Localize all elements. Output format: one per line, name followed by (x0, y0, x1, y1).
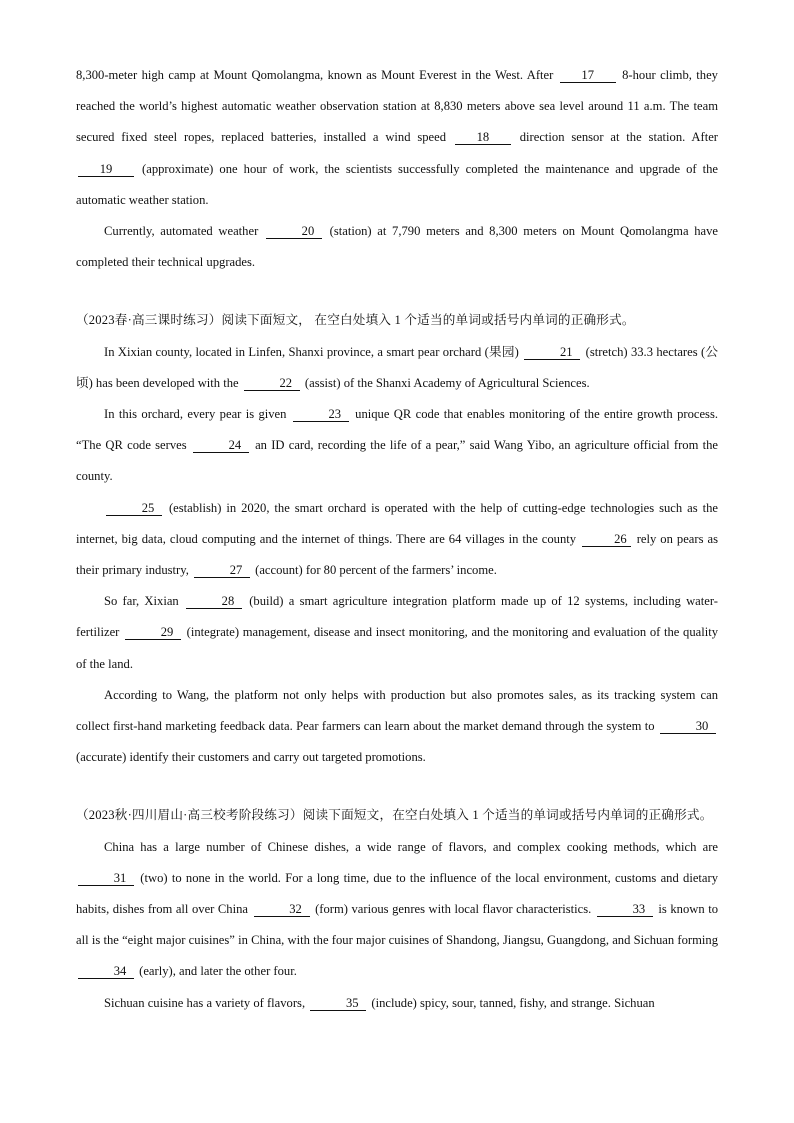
text: an ID card, recording the life of a pear,” said Wang Yibo, an agriculture official from the county. (76, 438, 718, 484)
text: In this orchard, every pear is given (104, 407, 291, 422)
text: rely on pears as their primary industry, (76, 531, 718, 578)
paragraph-8 (76, 832, 718, 988)
text: is known to all is the “eight major cuisines” in China, with the four major cuisines of Shandong, Jiangsu, Guangdong, and Sichuan forming (76, 902, 718, 948)
text: (early), and later the other four. (136, 964, 297, 979)
blank-31[interactable]: 31 (78, 871, 134, 886)
text: In Xixian county, located in Linfen, Shanxi province, a smart pear orchard (果园) (104, 344, 523, 359)
section-gap (76, 773, 718, 800)
section-header-1: （2023春·高三课时练习）阅读下面短文， 在空白处填入 1 个适当的单词或括号内单词的正确形式。 (76, 313, 635, 328)
text: So far, Xixian (104, 594, 184, 609)
section-gap (76, 278, 718, 305)
blank-30[interactable]: 30 (660, 719, 716, 734)
text: (account) for 80 percent of the farmers’ income. (252, 563, 497, 578)
text: (approximate) one hour of work, the scientists successfully completed the maintenance and upgrade of the automatic weather station. (76, 161, 718, 207)
text: (station) at 7,790 meters and 8,300 meters on Mount Qomolangma have completed their technical upgrades. (76, 224, 718, 270)
text: 8,300-meter high camp at Mount Qomolangma, known as Mount Everest in the West. After (76, 68, 558, 82)
paragraph-5 (76, 493, 718, 587)
blank-27[interactable]: 27 (194, 563, 250, 578)
text: unique QR code that enables monitoring of the entire growth process. “The QR code serves (76, 407, 718, 453)
blank-24[interactable]: 24 (193, 438, 249, 453)
paragraph-6 (76, 586, 718, 680)
blank-19[interactable]: 19 (78, 162, 134, 177)
text: China has a large number of Chinese dishes, a wide range of flavors, and complex cooking methods, which are (104, 839, 718, 854)
text: (accurate) identify their customers and carry out targeted promotions. (76, 750, 426, 765)
text: (establish) in 2020, the smart orchard is operated with the help of cutting-edge technologies such as the internet, big data, cloud computing and the internet of things. There are 64 villages in the county (76, 500, 718, 546)
text: direction sensor at the station. After (512, 130, 718, 145)
blank-25[interactable]: 25 (106, 501, 162, 516)
text: (form) various genres with local flavor characteristics. (311, 902, 595, 917)
blank-17[interactable]: 17 (560, 68, 616, 83)
paragraph-1 (76, 60, 718, 216)
blank-33[interactable]: 33 (597, 902, 653, 917)
paragraph-3 (76, 337, 718, 399)
text: (stretch) 33.3 hectares (公顷) has been developed with the (76, 344, 718, 390)
text: Sichuan cuisine has a variety of flavors, (104, 995, 309, 1010)
blank-18[interactable]: 18 (455, 130, 511, 145)
paragraph-7 (76, 680, 718, 774)
blank-20[interactable]: 20 (266, 224, 322, 239)
text: (include) spicy, sour, tanned, fishy, and strange. Sichuan (368, 995, 655, 1010)
blank-23[interactable]: 23 (293, 407, 349, 422)
text: According to Wang, the platform not only helps with production but also promotes sales, as its tracking system can collect first-hand marketing feedback data. Pear farmers can learn about the market demand through the system to (76, 687, 718, 734)
blank-26[interactable]: 26 (582, 532, 631, 547)
paragraph-2 (76, 216, 718, 278)
blank-35[interactable]: 35 (310, 996, 366, 1011)
blank-22[interactable]: 22 (244, 376, 300, 391)
text: 8-hour climb, they reached the world’s highest automatic weather observation station at 8,830 meters above sea level around 11 a.m. The team secured fixed steel ropes, replaced batteries, installed a wind speed (76, 68, 718, 145)
section-header-2: （2023秋·四川眉山·高三校考阶段练习）阅读下面短文，在空白处填入 1 个适当的单词或括号内单词的正确形式。 (76, 808, 713, 823)
text: (build) a smart agriculture integration platform made up of 12 systems, including water-fertilizer (76, 594, 718, 640)
text: Currently, automated weather (104, 224, 264, 239)
text: (assist) of the Shanxi Academy of Agricultural Sciences. (301, 375, 590, 390)
paragraph-9 (76, 988, 718, 1019)
blank-29[interactable]: 29 (125, 625, 181, 640)
text: (two) to none in the world. For a long time, due to the influence of the local environment, customs and dietary habits, dishes from all over China (76, 870, 718, 917)
blank-32[interactable]: 32 (254, 902, 310, 917)
blank-34[interactable]: 34 (78, 964, 134, 979)
paragraph-4 (76, 399, 718, 493)
text: (integrate) management, disease and insect monitoring, and the monitoring and evaluation of the quality of the land. (76, 625, 718, 671)
blank-21[interactable]: 21 (524, 345, 580, 360)
document-page (76, 60, 718, 1019)
blank-28[interactable]: 28 (186, 594, 242, 609)
